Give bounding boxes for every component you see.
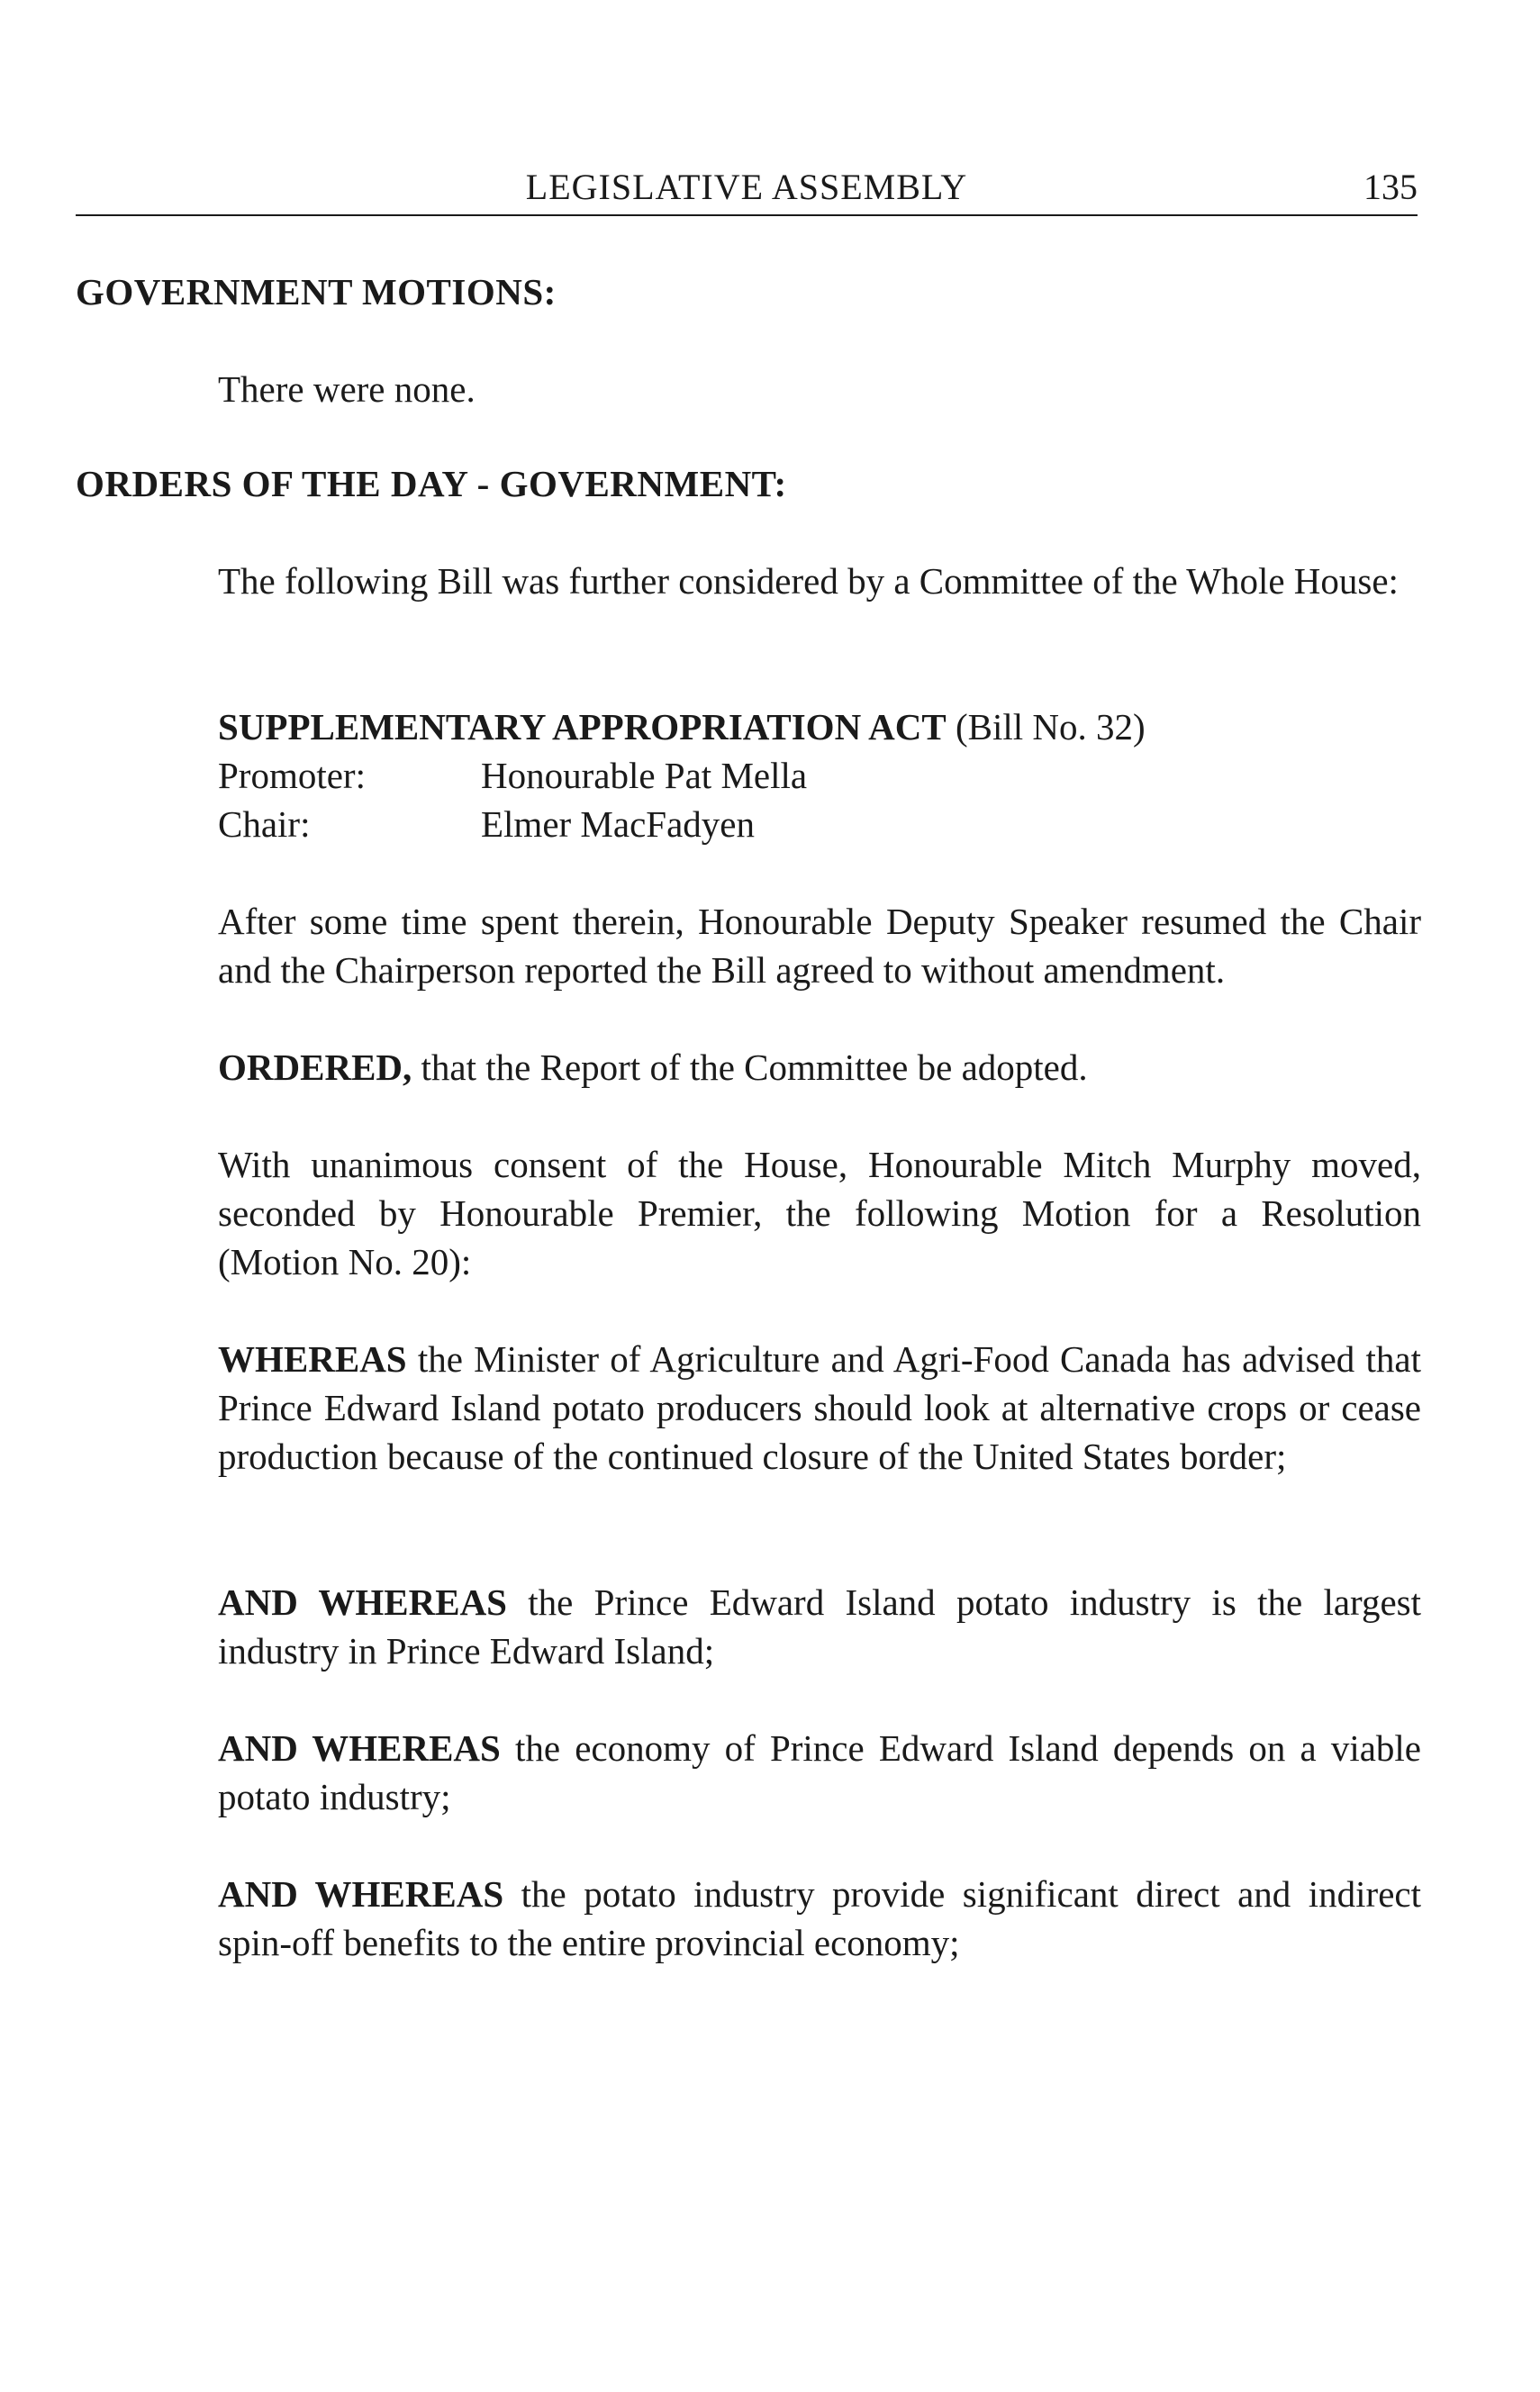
ordered-paragraph [218, 1043, 1421, 1092]
orders-of-the-day-heading: ORDERS OF THE DAY - GOVERNMENT: [76, 463, 787, 504]
ordered-text: that the Report of the Committee be adopted. [421, 1046, 1088, 1088]
and-whereas-label: AND WHEREAS [218, 1727, 501, 1769]
promoter-label: Promoter: [218, 755, 366, 796]
whereas-text: the Minister of Agriculture and Agri-Food Canada has advised that Prince Edward Island potato producers should look at alternative crops or cease production because of the continued closure of the United States border; [218, 1338, 1422, 1477]
and-whereas-label: AND WHEREAS [218, 1873, 504, 1915]
bill-chair-line [218, 800, 755, 848]
running-header [76, 162, 1418, 216]
government-motions-text: There were none. [218, 368, 476, 410]
page-number: 135 [1363, 167, 1418, 207]
chair-label: Chair: [218, 803, 311, 845]
bill-title-line [218, 702, 1146, 751]
whereas-text: the economy of Prince Edward Island depends on a viable potato industry; [218, 1727, 1422, 1817]
whereas-clause-1 [218, 1335, 1421, 1481]
government-motions-heading: GOVERNMENT MOTIONS: [76, 271, 557, 313]
whereas-clause-2 [218, 1578, 1421, 1675]
header-title: LEGISLATIVE ASSEMBLY [525, 167, 968, 207]
bill-title: SUPPLEMENTARY APPROPRIATION ACT [218, 706, 947, 748]
whereas-text: the potato industry provide significant direct and indirect spin-off benefits to the entire provincial economy; [218, 1873, 1421, 1963]
whereas-clause-3 [218, 1724, 1421, 1821]
unanimous-consent-paragraph: With unanimous consent of the House, Honourable Mitch Murphy moved, seconded by Honourable Premier, the following Motion for a Resolution (Motion No. 20): [218, 1144, 1421, 1282]
chair-name: Elmer MacFadyen [481, 803, 755, 845]
whereas-label: WHEREAS [218, 1338, 407, 1380]
bill-number: (Bill No. 32) [955, 706, 1146, 748]
whereas-clause-4 [218, 1870, 1421, 1967]
committee-report-paragraph: After some time spent therein, Honourable Deputy Speaker resumed the Chair and the Chairperson reported the Bill agreed to without amendment. [218, 901, 1421, 991]
committee-intro-paragraph: The following Bill was further considered by a Committee of the Whole House: [218, 560, 1399, 602]
and-whereas-label: AND WHEREAS [218, 1581, 507, 1623]
promoter-name: Honourable Pat Mella [481, 755, 808, 796]
ordered-label: ORDERED, [218, 1046, 412, 1088]
whereas-text: the Prince Edward Island potato industry is the largest industry in Prince Edward Island; [218, 1581, 1421, 1672]
bill-promoter-line [218, 751, 807, 800]
